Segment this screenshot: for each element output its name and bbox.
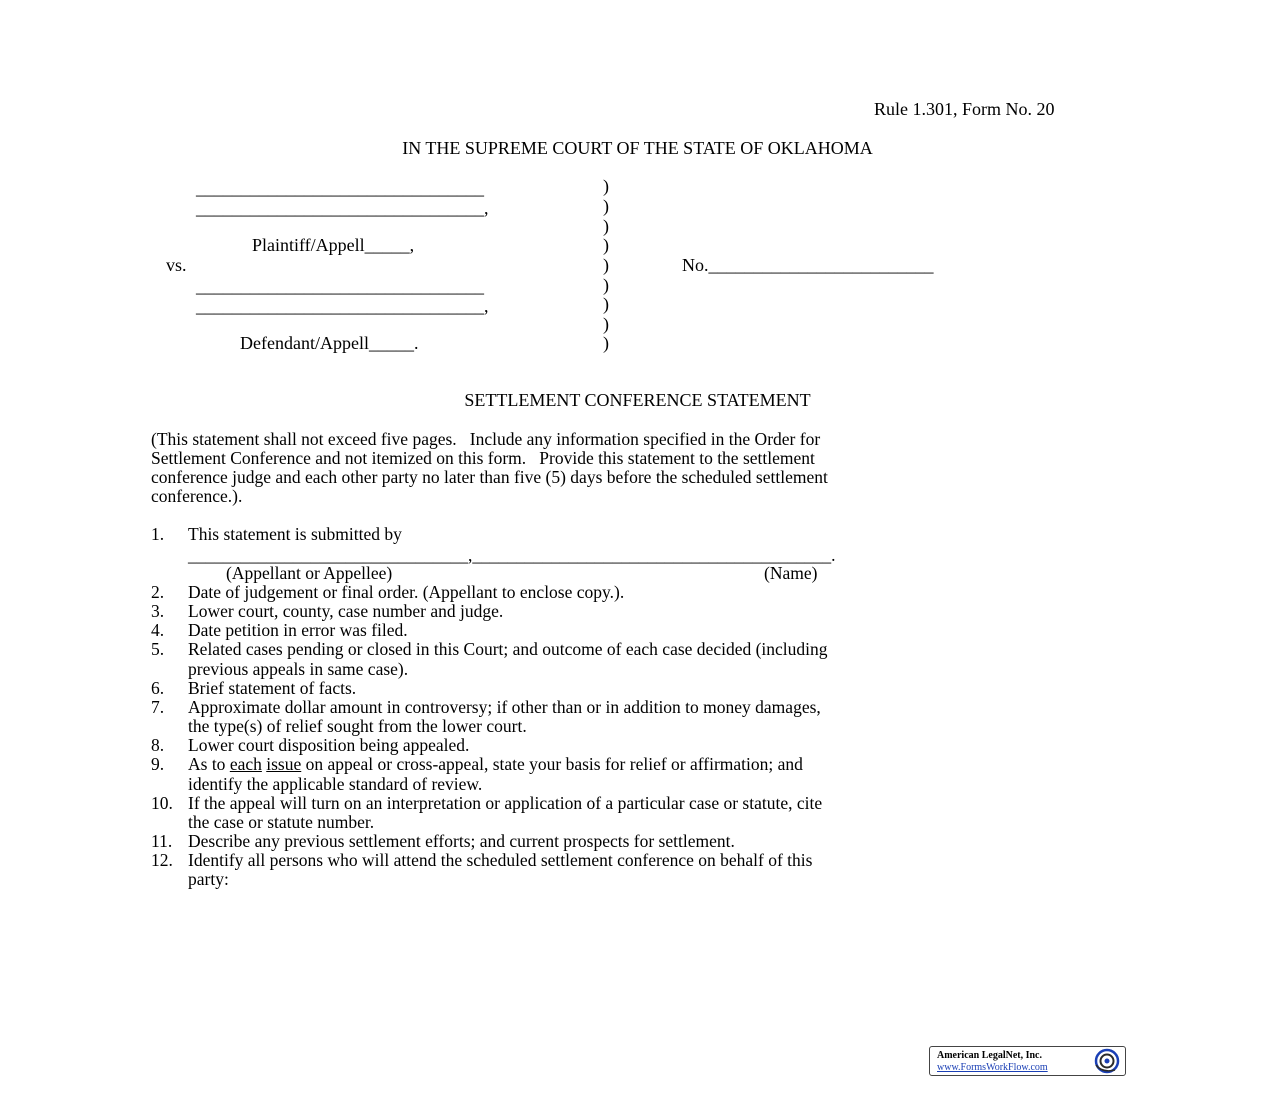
form-reference: Rule 1.301, Form No. 20 [874, 99, 1055, 119]
defendant-line-1: ________________________________ [196, 276, 484, 296]
item-text: Identify all persons who will attend the scheduled settlement conference on behalf of this [188, 850, 813, 870]
item-number: 3. [151, 601, 165, 621]
court-title: IN THE SUPREME COURT OF THE STATE OF OKLAHOMA [402, 138, 873, 158]
caption-paren: ) [603, 216, 609, 236]
item-text: identify the applicable standard of review. [188, 774, 483, 794]
caption-paren: ) [603, 275, 609, 295]
caption-paren: ) [603, 235, 609, 255]
item-text: Date petition in error was filed. [188, 620, 408, 640]
plaintiff-line-1: ________________________________ [196, 178, 484, 198]
caption-paren: ) [603, 314, 609, 334]
logo-website-link[interactable]: www.FormsWorkFlow.com [937, 1062, 1048, 1073]
american-legalnet-logo[interactable] [929, 1046, 1126, 1076]
item9-post: on appeal or cross-appeal, state your basis for relief or affirmation; and [301, 754, 803, 774]
item-text: This statement is submitted by [188, 524, 402, 544]
statement-title: SETTLEMENT CONFERENCE STATEMENT [464, 390, 811, 410]
caption-paren: ) [603, 333, 609, 353]
item-number: 11. [151, 831, 173, 851]
item-text: Describe any previous settlement efforts; and current prospects for settlement. [188, 831, 735, 851]
item9-pre: As to [188, 754, 230, 774]
submitted-by-name-label: (Name) [764, 563, 818, 583]
item-number: 12. [151, 850, 173, 870]
submitted-by-field[interactable]: ________________________________,_________________________________________. [188, 545, 836, 565]
plaintiff-line-2: ________________________________, [196, 198, 489, 218]
item-text: Date of judgement or final order. (Appellant to enclose copy.). [188, 582, 625, 602]
item-text: Approximate dollar amount in controversy; if other than or in addition to money damages, [188, 697, 821, 717]
submitted-by-role-label: (Appellant or Appellee) [226, 563, 393, 583]
versus-label: vs. [166, 255, 187, 275]
caption-paren: ) [603, 196, 609, 216]
item-text: Lower court disposition being appealed. [188, 735, 470, 755]
instructions-line: conference.). [151, 486, 243, 506]
item-number: 4. [151, 620, 165, 640]
instructions-line: Settlement Conference and not itemized on this form. Provide this statement to the settlement [151, 448, 815, 468]
defendant-line-2: ________________________________, [196, 296, 489, 316]
item-number: 10. [151, 793, 173, 813]
plaintiff-label: Plaintiff/Appell_____, [252, 235, 415, 255]
instructions-line: conference judge and each other party no later than five (5) days before the scheduled settlement [151, 467, 828, 487]
case-number-field[interactable]: No._________________________ [682, 255, 934, 275]
item-text: Lower court, county, case number and judge. [188, 601, 504, 621]
caption-paren: ) [603, 294, 609, 314]
logo-company-name: American LegalNet, Inc. [937, 1050, 1042, 1061]
item-text: Related cases pending or closed in this Court; and outcome of each case decided (including [188, 639, 828, 659]
item-number: 5. [151, 639, 165, 659]
item-text: If the appeal will turn on an interpretation or application of a particular case or statute, cite [188, 793, 823, 813]
item-text: previous appeals in same case). [188, 659, 409, 679]
instructions-line: (This statement shall not exceed five pages. Include any information specified in the Order for [151, 429, 821, 449]
item-text: the case or statute number. [188, 812, 375, 832]
item-number: 2. [151, 582, 165, 602]
item-text: the type(s) of relief sought from the lower court. [188, 716, 527, 736]
item9-each-underlined: each [229, 754, 262, 774]
item-number: 8. [151, 735, 165, 755]
caption-paren: ) [603, 176, 609, 196]
item-text: party: [188, 869, 229, 889]
item-number: 6. [151, 678, 165, 698]
item-number: 1. [151, 524, 165, 544]
logo-swirl-icon [1093, 1048, 1121, 1074]
caption-paren: ) [603, 255, 609, 275]
item9-issue-underlined: issue [266, 754, 302, 774]
defendant-label: Defendant/Appell_____. [240, 333, 419, 353]
item-number: 9. [151, 754, 165, 774]
item-text [188, 755, 803, 774]
item-number: 7. [151, 697, 165, 717]
item-text: Brief statement of facts. [188, 678, 357, 698]
